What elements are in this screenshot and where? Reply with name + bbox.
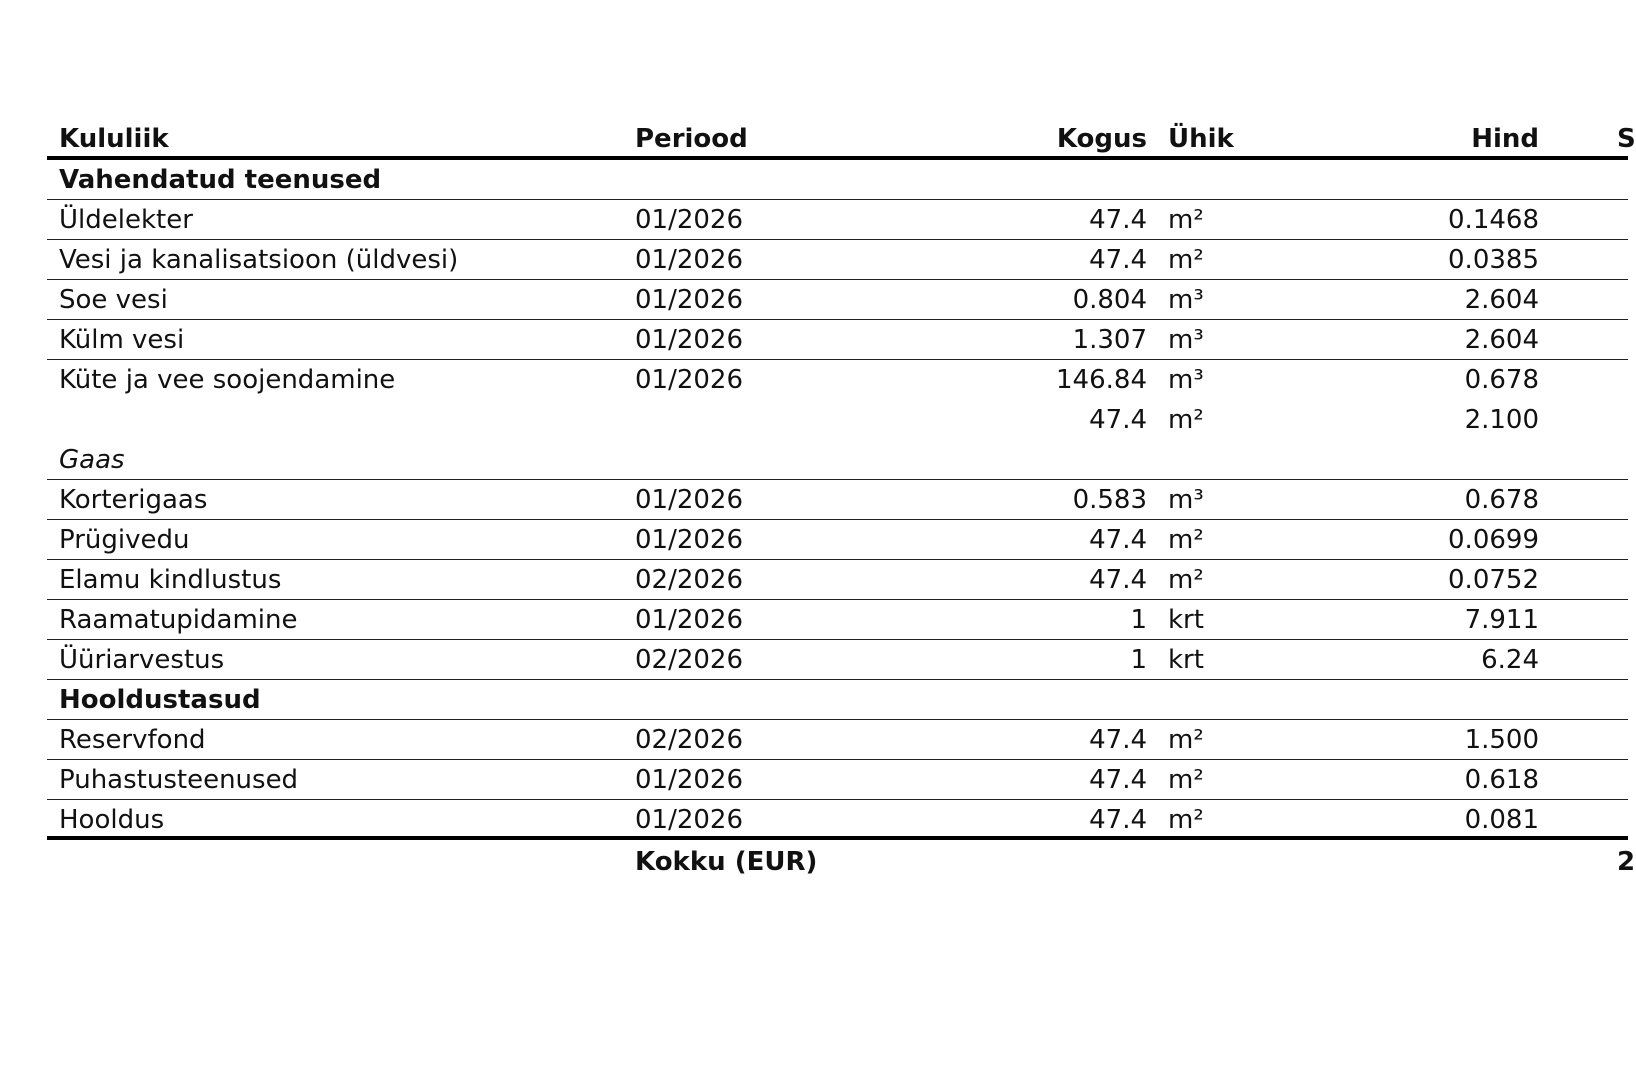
row-name: Vesi ja kanalisatsioon (üldvesi) xyxy=(59,245,459,275)
row-unit: m³ xyxy=(1168,325,1204,355)
table-row xyxy=(47,480,1628,520)
row-quantity: 47.4 xyxy=(1089,565,1147,595)
row-name: Korterigaas xyxy=(59,485,208,515)
row-quantity: 0.583 xyxy=(1072,485,1147,515)
table-row xyxy=(47,760,1628,800)
row-name: Puhastusteenused xyxy=(59,765,299,795)
row-quantity: 47.4 xyxy=(1089,205,1147,235)
section-title: Hooldustasud xyxy=(59,685,261,715)
table-row xyxy=(47,400,1628,440)
row-quantity: 1 xyxy=(1130,645,1147,675)
row-unit: m² xyxy=(1168,245,1204,275)
row-name: Raamatupidamine xyxy=(59,605,298,635)
table-row xyxy=(47,320,1628,360)
row-quantity: 47.4 xyxy=(1089,405,1147,435)
section-heading xyxy=(47,680,1628,720)
header-name: Kululiik xyxy=(59,124,169,154)
table-row xyxy=(47,360,1628,400)
row-price: 0.0385 xyxy=(1448,245,1539,275)
row-unit: m² xyxy=(1168,205,1204,235)
row-unit: m² xyxy=(1168,765,1204,795)
row-period: 01/2026 xyxy=(635,485,744,515)
row-name: Üüriarvestus xyxy=(59,645,225,675)
row-name: Prügivedu xyxy=(59,525,190,555)
row-period: 01/2026 xyxy=(635,285,744,315)
header-sum: S xyxy=(1617,124,1636,154)
table-row xyxy=(47,800,1628,840)
row-price: 7.911 xyxy=(1464,605,1539,635)
total-label: Kokku (EUR) xyxy=(635,847,818,877)
cost-table xyxy=(47,118,1636,884)
row-price: 2.604 xyxy=(1464,325,1539,355)
row-quantity: 47.4 xyxy=(1089,725,1147,755)
table-row xyxy=(47,560,1628,600)
row-price: 0.0752 xyxy=(1448,565,1539,595)
section-title: Gaas xyxy=(59,445,125,475)
row-unit: m² xyxy=(1168,405,1204,435)
row-name: Reservfond xyxy=(59,725,206,755)
row-unit: m² xyxy=(1168,565,1204,595)
row-name: Üldelekter xyxy=(59,205,193,235)
row-quantity: 47.4 xyxy=(1089,765,1147,795)
row-quantity: 146.84 xyxy=(1056,365,1147,395)
header-unit: Ühik xyxy=(1168,124,1234,154)
row-period: 01/2026 xyxy=(635,605,744,635)
row-period: 01/2026 xyxy=(635,325,744,355)
table-row xyxy=(47,640,1628,680)
row-name: Küte ja vee soojendamine xyxy=(59,365,396,395)
row-unit: krt xyxy=(1168,605,1204,635)
row-name: Külm vesi xyxy=(59,325,185,355)
section-heading xyxy=(47,160,1628,200)
row-name: Elamu kindlustus xyxy=(59,565,282,595)
row-period: 02/2026 xyxy=(635,725,744,755)
header-price: Hind xyxy=(1471,124,1539,154)
table-row xyxy=(47,720,1628,760)
header-quantity: Kogus xyxy=(1056,124,1147,154)
row-unit: m² xyxy=(1168,725,1204,755)
table-row xyxy=(47,600,1628,640)
row-quantity: 47.4 xyxy=(1089,805,1147,835)
row-period: 01/2026 xyxy=(635,765,744,795)
table-header xyxy=(47,118,1636,160)
row-quantity: 1.307 xyxy=(1072,325,1147,355)
row-unit: m³ xyxy=(1168,365,1204,395)
row-period: 01/2026 xyxy=(635,205,744,235)
row-price: 0.618 xyxy=(1464,765,1539,795)
section-heading xyxy=(47,440,1628,480)
row-period: 01/2026 xyxy=(635,245,744,275)
total-value: 2 xyxy=(1617,847,1636,877)
row-price: 0.081 xyxy=(1464,805,1539,835)
row-price: 2.604 xyxy=(1464,285,1539,315)
row-price: 0.0699 xyxy=(1448,525,1539,555)
row-quantity: 0.804 xyxy=(1072,285,1147,315)
table-row xyxy=(47,520,1628,560)
total-row xyxy=(47,840,1636,884)
row-period: 01/2026 xyxy=(635,525,744,555)
table-row xyxy=(47,200,1628,240)
table-row xyxy=(47,280,1628,320)
row-quantity: 1 xyxy=(1130,605,1147,635)
row-name: Soe vesi xyxy=(59,285,168,315)
row-period: 02/2026 xyxy=(635,645,744,675)
row-unit: m² xyxy=(1168,805,1204,835)
row-quantity: 47.4 xyxy=(1089,245,1147,275)
row-unit: m³ xyxy=(1168,485,1204,515)
row-period: 01/2026 xyxy=(635,805,744,835)
row-price: 0.678 xyxy=(1464,365,1539,395)
row-price: 0.1468 xyxy=(1448,205,1539,235)
row-unit: krt xyxy=(1168,645,1204,675)
row-price: 0.678 xyxy=(1464,485,1539,515)
row-period: 01/2026 xyxy=(635,365,744,395)
row-period: 02/2026 xyxy=(635,565,744,595)
row-unit: m² xyxy=(1168,525,1204,555)
section-title: Vahendatud teenused xyxy=(59,165,382,195)
row-price: 2.100 xyxy=(1464,405,1539,435)
row-price: 1.500 xyxy=(1464,725,1539,755)
row-quantity: 47.4 xyxy=(1089,525,1147,555)
header-period: Periood xyxy=(635,124,748,154)
row-name: Hooldus xyxy=(59,805,165,835)
row-unit: m³ xyxy=(1168,285,1204,315)
table-row xyxy=(47,240,1628,280)
row-price: 6.24 xyxy=(1481,645,1539,675)
